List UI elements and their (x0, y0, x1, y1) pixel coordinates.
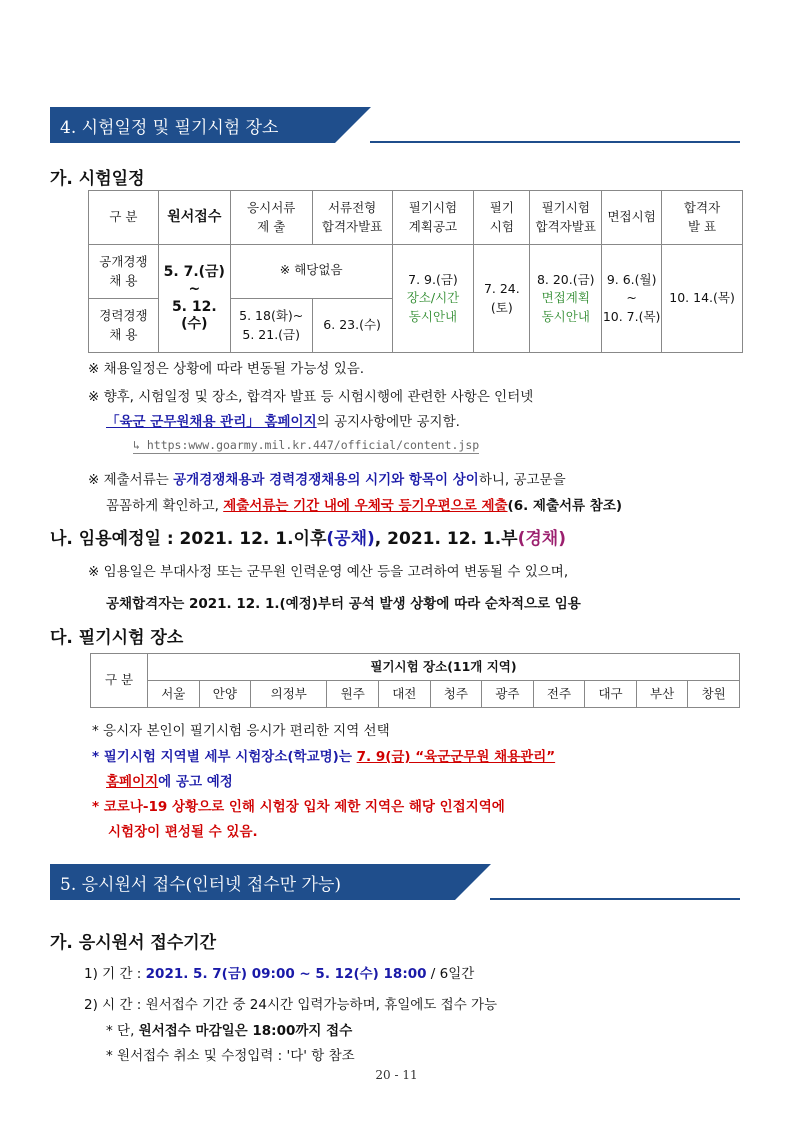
appointment-note-2: 공채합격자는 2021. 12. 1.(예정)부터 공석 발생 상황에 따라 순차적으로 임용 (106, 596, 581, 612)
header-written-result: 필기시험 합격자발표 (530, 191, 602, 245)
city-cell: 부산 (636, 681, 688, 708)
header-docs: 응시서류 제 출 (230, 191, 312, 245)
exam-location-heading: 다. 필기시험 장소 (50, 628, 184, 648)
docs-date: 5. 18(화)~ 5. 21.(금) (230, 299, 312, 353)
location-header: 필기시험 장소(11개 지역) (148, 654, 740, 681)
period-line-1: 1) 기 간 : 2021. 5. 7(금) 09:00 ~ 5. 12(수) 18:00 / 6일간 (84, 966, 475, 982)
appointment-heading: 나. 임용예정일 : 2021. 12. 1.이후(공채), 2021. 12. 1.부(경채) (50, 529, 566, 549)
location-note-1: * 응시자 본인이 필기시험 응시가 편리한 지역 선택 (92, 723, 390, 739)
city-cell: 전주 (533, 681, 585, 708)
header-written: 필기 시험 (474, 191, 530, 245)
homepage-url[interactable]: ↳ https:www.goarmy.mil.kr.447/official/content.jsp (133, 438, 480, 452)
schedule-heading: 가. 시험일정 (50, 169, 145, 189)
city-cell: 창원 (688, 681, 740, 708)
header-accept: 원서접수 (158, 191, 230, 245)
appointment-note-1: ※ 임용일은 부대사정 또는 군무원 인력운영 예산 등을 고려하여 변동될 수 있으며, (88, 564, 569, 580)
city-cell: 의정부 (251, 681, 327, 708)
row-career-recruit: 경력경쟁 채 용 (89, 299, 159, 353)
homepage-link[interactable]: 「육군 군무원채용 관리」 홈페이지 (106, 414, 317, 430)
row-open-recruit: 공개경쟁 채 용 (89, 245, 159, 299)
docs-note-line-2: 꼼꼼하게 확인하고, 제출서류는 기간 내에 우체국 등기우편으로 제출(6. 제출서류 참조) (106, 498, 623, 514)
section-4-banner (50, 107, 740, 143)
city-cell: 원주 (327, 681, 379, 708)
location-gubun: 구 분 (91, 654, 148, 708)
header-plan: 필기시험 계획공고 (392, 191, 474, 245)
written-date: 7. 24.(토) (474, 245, 530, 353)
plan-date: 7. 9.(금) 장소/시간 동시안내 (392, 245, 474, 353)
schedule-table (88, 190, 743, 353)
application-period-heading: 가. 응시원서 접수기간 (50, 933, 217, 953)
header-final: 합격자 발 표 (662, 191, 743, 245)
city-cell: 서울 (148, 681, 200, 708)
header-doc-screening: 서류전형 합격자발표 (312, 191, 392, 245)
city-cell: 대구 (585, 681, 637, 708)
section-4-title: 4. 시험일정 및 필기시험 장소 (60, 118, 279, 138)
city-cell: 안양 (199, 681, 251, 708)
period-line-4: * 원서접수 취소 및 수정입력 : '다' 항 참조 (106, 1048, 355, 1064)
city-cell: 광주 (482, 681, 534, 708)
location-note-2: * 필기시험 지역별 세부 시험장소(학교명)는 7. 9(금) “육군군무원 채용관리” (92, 749, 556, 765)
final-date: 10. 14.(목) (662, 245, 743, 353)
header-gubun: 구 분 (89, 191, 159, 245)
city-cell: 대전 (379, 681, 431, 708)
interview-date: 9. 6.(월) ~ 10. 7.(목) (602, 245, 662, 353)
exam-location-table (90, 653, 740, 708)
section-5-banner (50, 864, 740, 900)
period-line-3: * 단, 원서접수 마감일은 18:00까지 접수 (106, 1023, 353, 1039)
page-number: 20 - 11 (375, 1068, 418, 1082)
location-note-3: * 코로나-19 상황으로 인해 시험장 입차 제한 지역은 해당 인접지역에 (92, 799, 505, 815)
accept-period: 5. 7.(금) ~ 5. 12.(수) (158, 245, 230, 353)
city-cell: 청주 (430, 681, 482, 708)
section-5-title: 5. 응시원서 접수(인터넷 접수만 가능) (60, 875, 342, 895)
location-note-2b: 홈페이지에 공고 예정 (106, 774, 233, 790)
doc-screening-date: 6. 23.(수) (312, 299, 392, 353)
header-interview: 면접시험 (602, 191, 662, 245)
schedule-note-2: ※ 향후, 시험일정 및 장소, 합격자 발표 등 시험시행에 관련한 사항은 인터넷 (88, 389, 534, 405)
schedule-note-1: ※ 채용일정은 상황에 따라 변동될 가능성 있음. (88, 361, 365, 377)
period-line-2: 2) 시 간 : 원서접수 기간 중 24시간 입력가능하며, 휴일에도 접수 가능 (84, 997, 498, 1013)
written-result-date: 8. 20.(금) 면접계획 동시안내 (530, 245, 602, 353)
location-note-3b: 시험장이 편성될 수 있음. (108, 824, 258, 840)
schedule-note-2b: 「육군 군무원채용 관리」 홈페이지의 공지사항에만 공지함. (106, 414, 460, 430)
not-applicable: ※ 해당없음 (230, 245, 392, 299)
docs-note-line-1: ※ 제출서류는 공개경쟁채용과 경력경쟁채용의 시기와 항목이 상이하니, 공고문을 (88, 472, 566, 488)
